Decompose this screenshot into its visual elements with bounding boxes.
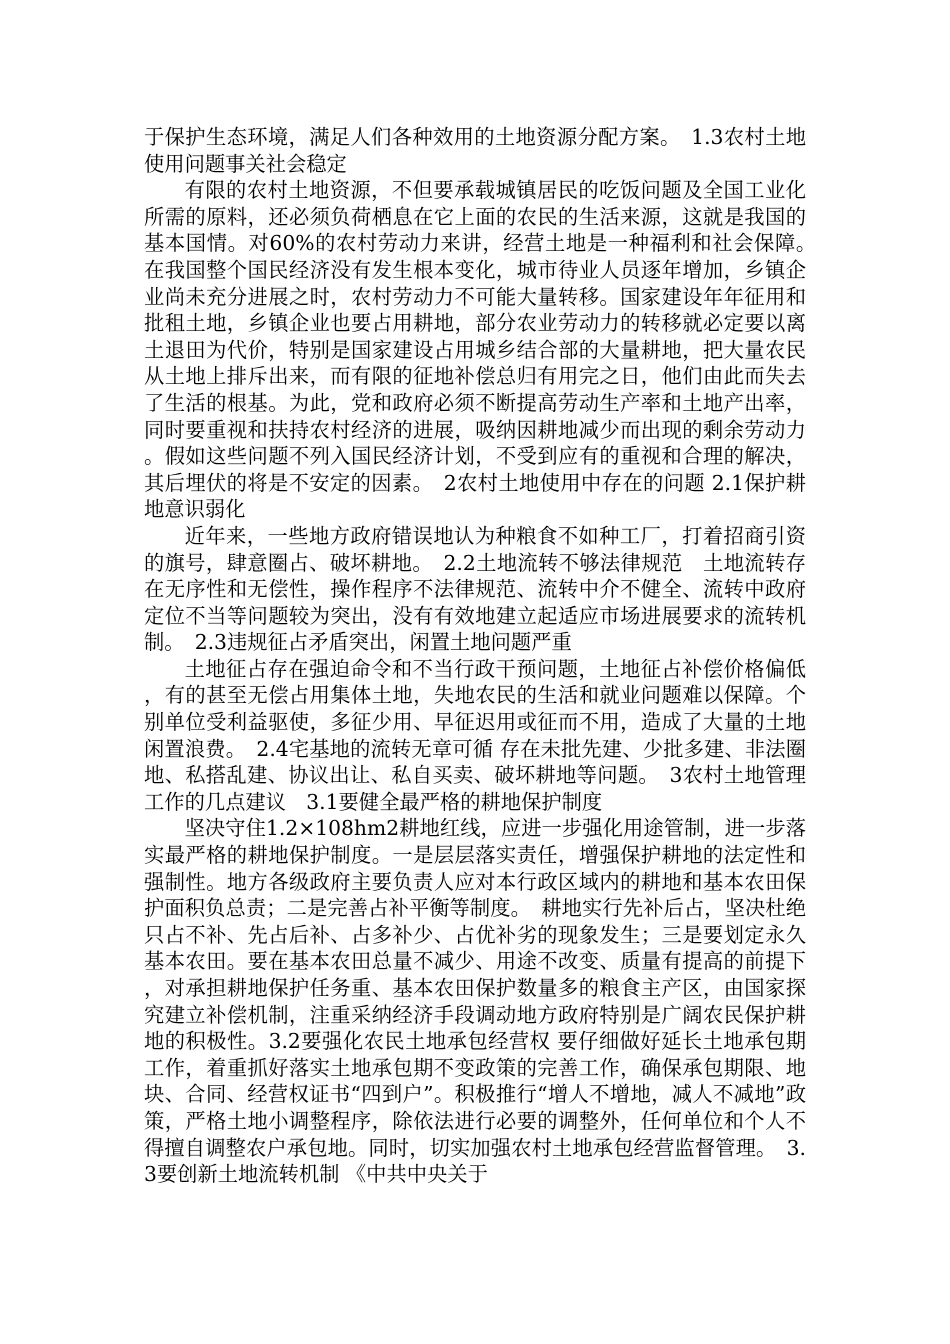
paragraph-3: 近年来，一些地方政府错误地认为种粮食不如种工厂，打着招商引资的旗号，肆意圈占、破坏耕地。 2.2土地流转不够法律规范 土地流转存在无序性和无偿性，操作程序不法律规范、流转中介不健全、流转中政府定位不当等问题较为突出，没有有效地建立起适应市场进展要求的流转机制。 2.3违规征占矛盾突出，闲置土地问题严重 (144, 523, 806, 655)
paragraph-2: 有限的农村土地资源，不但要承载城镇居民的吃饭问题及全国工业化所需的原料，还必须负荷栖息在它上面的农民的生活来源，这就是我国的基本国情。对60%的农村劳动力来讲，经营土地是一种福利和社会保障。 在我国整个国民经济没有发生根本变化，城市待业人员逐年增加，乡镇企业尚未充分进展之时，农村劳动力不可能大量转移。国家建设年年征用和批租土地，乡镇企业也要占用耕地，部分农业劳动力的转移就必定要以离土退田为代价，特别是国家建设占用城乡结合部的大量耕地，把大量农民从土地上排斥出来，而有限的征地补偿总归有用完之日，他们由此而失去了生活的根基。为此，党和政府必须不断提高劳动生产率和土地产出率，同时要重视和扶持农村经济的进展，吸纳因耕地减少而出现的剩余劳动力。假如这些问题不列入国民经济计划，不受到应有的重视和合理的解决，其后埋伏的将是不安定的因素。 2农村土地使用中存在的问题 2.1保护耕地意识弱化 (144, 178, 827, 522)
document-page (144, 124, 827, 1188)
paragraph-4: 土地征占存在强迫命令和不当行政干预问题，土地征占补偿价格偏低，有的甚至无偿占用集体土地，失地农民的生活和就业问题难以保障。个别单位受利益驱使，多征少用、早征迟用或征而不用，造成了大量的土地闲置浪费。 2.4宅基地的流转无章可循 存在未批先建、少批多建、非法圈地、私搭乱建、协议出让、私自买卖、破坏耕地等问题。 3农村土地管理工作的几点建议 3.1要健全最严格的耕地保护制度 (144, 656, 806, 814)
paragraph-1: 于保护生态环境，满足人们各种效用的土地资源分配方案。 1.3农村土地使用问题事关社会稳定 (144, 125, 806, 176)
paragraph-5: 坚决守住1.2×108hm2耕地红线，应进一步强化用途管制，进一步落实最严格的耕地保护制度。一是层层落实责任，增强保护耕地的法定性和强制性。地方各级政府主要负责人应对本行政区域内的耕地和基本农田保护面积负总责；二是完善占补平衡等制度。 耕地实行先补后占，坚决杜绝只占不补、先占后补、占多补少、占优补劣的现象发生；三是要划定永久基本农田。要在基本农田总量不减少、用途不改变、质量有提高的前提下，对承担耕地保护任务重、基本农田保护数量多的粮食主产区，由国家探究建立补偿机制，注重采纳经济手段调动地方政府特别是广阔农民保护耕地的积极性。3.2要强化农民土地承包经营权 要仔细做好延长土地承包期工作，着重抓好落实土地承包期不变政策的完善工作，确保承包期限、地块、合同、经营权证书“四到户”。积极推行“增人不增地，减人不减地”政策，严格土地小调整程序，除依法进行必要的调整外，任何单位和个人不得擅自调整农户承包地。同时，切实加强农村土地承包经营监督管理。 3.3要创新土地流转机制 《中共中央关于 (144, 816, 806, 1187)
